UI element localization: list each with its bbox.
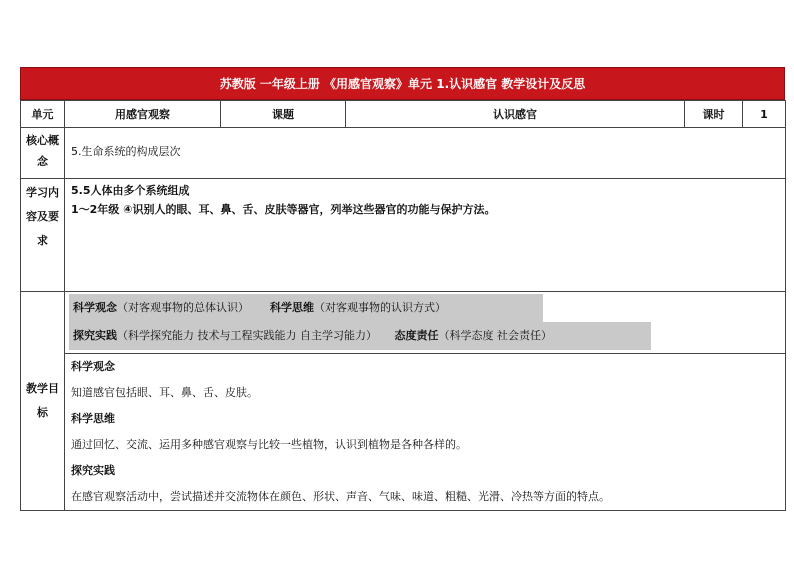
topic-value: 认识感官 [346, 101, 685, 128]
period-value: 1 [743, 101, 786, 128]
core-concept-text: 5.生命系统的构成层次 [65, 128, 786, 179]
learning-content-row [21, 179, 786, 292]
section-inquiry-practice-text: 在感官观察活动中，尝试描述并交流物体在颜色、形状、声音、气味、味道、粗糙、光滑、冷热等方面的特点。 [71, 490, 610, 503]
section-science-thinking-text: 通过回忆、交流、运用多种感官观察与比较一些植物，认识到植物是各种各样的。 [71, 438, 467, 451]
goal-sections [65, 353, 785, 510]
goal-tag-row-2 [69, 322, 651, 350]
tag-inquiry-practice-desc: （科学探究能力 技术与工程实践能力 自主学习能力） [117, 329, 377, 342]
goal-tags [65, 292, 785, 350]
core-concept-label: 核心概念 [21, 128, 65, 179]
period-label: 课时 [685, 101, 743, 128]
tag-inquiry-practice: 探究实践 [73, 329, 117, 342]
teaching-goals-label: 教学目标 [21, 292, 65, 511]
tag-science-thinking: 科学思维 [269, 301, 314, 314]
lesson-plan-table [20, 100, 786, 511]
teaching-goals-cell [65, 292, 786, 511]
tag-science-concept-desc: （对客观事物的总体认识） [117, 301, 249, 314]
core-concept-row [21, 128, 786, 179]
document-header: 苏教版 一年级上册 《用感官观察》单元 1.认识感官 教学设计及反思 [20, 67, 785, 100]
tag-attitude-responsibility: 态度责任 [394, 329, 439, 342]
teaching-goals-row [21, 292, 786, 511]
section-science-concept-title: 科学观念 [71, 360, 115, 373]
tag-science-thinking-desc: （对客观事物的认识方式） [313, 301, 446, 314]
tag-attitude-responsibility-desc: （科学态度 社会责任） [438, 329, 552, 342]
section-inquiry-practice-title: 探究实践 [71, 464, 115, 477]
content-line-2: 1～2年级 ④识别人的眼、耳、鼻、舌、皮肤等器官，列举这些器官的功能与保护方法。 [71, 203, 496, 216]
learning-content-cell [65, 179, 786, 292]
tag-science-concept: 科学观念 [73, 301, 117, 314]
unit-row [21, 101, 786, 128]
learning-content-label: 学习内容及要求 [21, 179, 65, 292]
section-science-thinking-title: 科学思维 [71, 412, 115, 425]
section-science-concept-text: 知道感官包括眼、耳、鼻、舌、皮肤。 [71, 386, 258, 399]
unit-label: 单元 [21, 101, 65, 128]
goal-tag-row-1 [69, 294, 543, 322]
lesson-plan-document [20, 67, 785, 511]
unit-value: 用感官观察 [65, 101, 221, 128]
content-line-1: 5.5人体由多个系统组成 [71, 184, 190, 197]
topic-label: 课题 [221, 101, 346, 128]
